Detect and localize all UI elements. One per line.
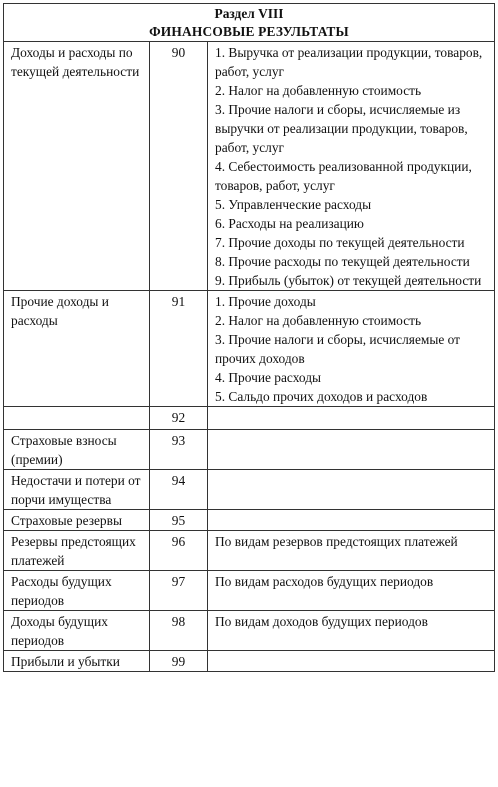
account-name: Недостачи и потери от порчи имущества xyxy=(4,470,150,510)
account-name: Резервы предстоящих платежей xyxy=(4,531,150,571)
subaccount-item: 1. Прочие доходы xyxy=(215,294,316,309)
account-code: 94 xyxy=(150,470,208,510)
table-row xyxy=(4,430,495,470)
subaccounts xyxy=(208,531,495,571)
table-row xyxy=(4,531,495,571)
subaccounts xyxy=(208,611,495,651)
subaccounts xyxy=(208,470,495,510)
subaccount-item: 5. Сальдо прочих доходов и расходов xyxy=(215,389,428,404)
subaccount-item: 7. Прочие доходы по текущей деятельности xyxy=(215,235,465,250)
account-name: Доходы и расходы по текущей деятельности xyxy=(4,42,150,291)
subaccount-item: 1. Выручка от реализации продукции, товаров, работ, услуг xyxy=(215,45,483,79)
account-name xyxy=(4,407,150,430)
subaccount-item: 9. Прибыль (убыток) от текущей деятельности xyxy=(215,273,482,288)
subaccount-item: 3. Прочие налоги и сборы, исчисляемые из выручки от реализации продукции, товаров, работ, услуг xyxy=(215,102,468,155)
account-name: Страховые взносы (премии) xyxy=(4,430,150,470)
table-row xyxy=(4,611,495,651)
subaccount-item: 4. Себестоимость реализованной продукции, товаров, работ, услуг xyxy=(215,159,472,193)
account-code: 91 xyxy=(150,291,208,407)
subaccounts xyxy=(208,407,495,430)
subaccount-item: 3. Прочие налоги и сборы, исчисляемые от прочих доходов xyxy=(215,332,461,366)
subaccount-item: 8. Прочие расходы по текущей деятельности xyxy=(215,254,470,269)
section-header xyxy=(4,4,495,42)
subaccount-item: 2. Налог на добавленную стоимость xyxy=(215,83,422,98)
subaccount-item: По видам расходов будущих периодов xyxy=(215,574,434,589)
account-code: 96 xyxy=(150,531,208,571)
section-header-row xyxy=(4,4,495,42)
table-row xyxy=(4,571,495,611)
account-name: Прибыли и убытки xyxy=(4,651,150,672)
account-code: 97 xyxy=(150,571,208,611)
subaccount-item: 4. Прочие расходы xyxy=(215,370,322,385)
account-code: 93 xyxy=(150,430,208,470)
subaccounts xyxy=(208,651,495,672)
account-code: 92 xyxy=(150,407,208,430)
section-subtitle: ФИНАНСОВЫЕ РЕЗУЛЬТАТЫ xyxy=(149,24,349,39)
subaccounts xyxy=(208,571,495,611)
account-name: Доходы будущих периодов xyxy=(4,611,150,651)
subaccount-item: 5. Управленческие расходы xyxy=(215,197,372,212)
account-code: 99 xyxy=(150,651,208,672)
table-row xyxy=(4,470,495,510)
table-row xyxy=(4,651,495,672)
subaccounts xyxy=(208,291,495,407)
subaccount-item: По видам доходов будущих периодов xyxy=(215,614,428,629)
account-code: 90 xyxy=(150,42,208,291)
table-row xyxy=(4,42,495,291)
table-row xyxy=(4,510,495,531)
account-name: Страховые резервы xyxy=(4,510,150,531)
table-row xyxy=(4,291,495,407)
subaccount-item: 2. Налог на добавленную стоимость xyxy=(215,313,422,328)
account-code: 98 xyxy=(150,611,208,651)
section-title: Раздел VIII xyxy=(214,6,284,21)
subaccounts xyxy=(208,430,495,470)
account-name: Прочие доходы и расходы xyxy=(4,291,150,407)
chart-of-accounts-table xyxy=(3,3,495,672)
subaccounts xyxy=(208,510,495,531)
table-row xyxy=(4,407,495,430)
account-code: 95 xyxy=(150,510,208,531)
account-name: Расходы будущих периодов xyxy=(4,571,150,611)
subaccount-item: 6. Расходы на реализацию xyxy=(215,216,364,231)
subaccounts xyxy=(208,42,495,291)
subaccount-item: По видам резервов предстоящих платежей xyxy=(215,534,458,549)
